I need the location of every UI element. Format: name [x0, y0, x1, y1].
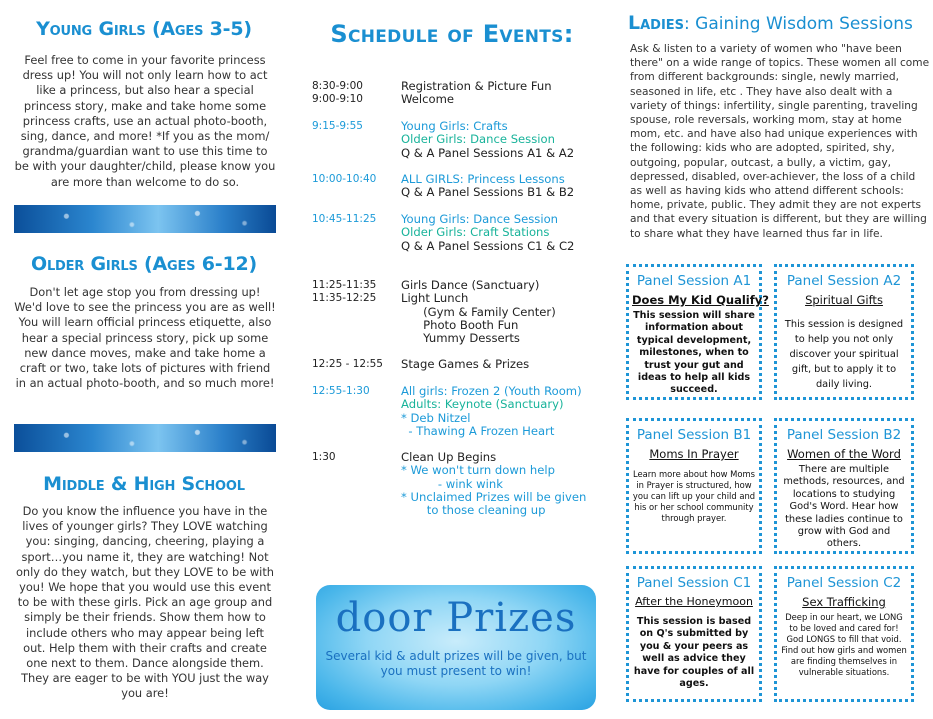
schedule-row: [312, 279, 602, 292]
schedule-row: [312, 93, 602, 106]
schedule-event: * Unclaimed Prizes will be given: [401, 489, 587, 504]
schedule-time: 1:30: [312, 451, 336, 463]
schedule-block: [312, 385, 602, 438]
schedule-row: [312, 319, 602, 332]
schedule-row: [312, 504, 602, 517]
schedule-row: [312, 226, 602, 239]
schedule-row: [312, 173, 602, 186]
schedule-row: [312, 147, 602, 160]
schedule-event: Photo Booth Fun: [401, 317, 519, 332]
schedule-event: Young Girls: Crafts: [401, 119, 508, 133]
young-girls-text: Feel free to come in your favorite princess dress up! You will not only learn how to act like a princess, but also hear a special princess story, make and take home some princess crafts, use an actual photo-booth, sing, dance, and more! *If you as the mom/ grandma/guardian want to use this time to be with your daughter/child, please know you are more than welcome to do so.: [14, 53, 276, 189]
schedule-block: [312, 80, 602, 107]
schedule-time: 10:00-10:40: [312, 173, 377, 185]
panel-subtitle: Sex Trafficking: [802, 595, 886, 609]
ladies-title-rest: : Gaining Wisdom Sessions: [684, 14, 913, 34]
schedule-row: [312, 80, 602, 93]
panel-subtitle: Women of the Word: [787, 447, 901, 461]
schedule-event: - Thawing A Frozen Heart: [401, 423, 555, 438]
schedule-time: 9:15-9:55: [312, 120, 363, 132]
panel-title: Panel Session A2: [786, 273, 902, 289]
schedule-row: [312, 186, 602, 199]
schedule-title: Schedule of Events:: [330, 20, 574, 48]
left-column: [0, 0, 288, 719]
schedule-row: [312, 464, 602, 477]
schedule-block: [312, 279, 602, 345]
schedule-row: [312, 491, 602, 504]
schedule-row: [312, 292, 602, 305]
schedule-row: [312, 412, 602, 425]
schedule-time: [312, 306, 401, 319]
panel-description: Deep in our heart, we LONG to be loved and cared for! God LONGS to fill that void. Find out how girls and women are finding themselves in vulnerable situations.: [781, 612, 907, 677]
panel-subtitle: Does My Kid Qualify?: [632, 293, 769, 307]
panel-subtitle: After the Honeymoon: [635, 595, 753, 608]
panel-session-a2: [774, 264, 914, 400]
schedule-event: Girls Dance (Sanctuary): [401, 278, 540, 292]
panel-session-c1: [626, 566, 762, 702]
schedule-event: Clean Up Begins: [401, 450, 497, 464]
schedule-event: Light Lunch: [401, 291, 469, 306]
schedule-event: Older Girls: Dance Session: [401, 132, 555, 147]
schedule-row: [312, 120, 602, 133]
schedule-row: [312, 478, 602, 491]
schedule-event: * Deb Nitzel: [401, 410, 471, 425]
schedule-event: to those cleaning up: [401, 503, 546, 518]
snowflake-banner: [14, 205, 276, 233]
middle-high-title: Middle & High School: [43, 473, 245, 495]
schedule-time: [312, 478, 401, 491]
panel-description: This session will share information about typical development, milestones, when to trust your gut and ideas to help all kids succeed.: [633, 310, 755, 396]
schedule-event: Q & A Panel Sessions B1 & B2: [401, 185, 575, 200]
schedule-row: [312, 358, 602, 371]
young-girls-title: Young Girls (Ages 3-5): [36, 18, 252, 40]
schedule-row: [312, 133, 602, 146]
panel-subtitle: Spiritual Gifts: [805, 293, 883, 307]
schedule-time: [312, 147, 401, 160]
schedule-event: Registration & Picture Fun: [401, 79, 552, 93]
panel-title: Panel Session B2: [786, 427, 902, 443]
middle-column: [302, 0, 602, 719]
panel-session-b2: [774, 418, 914, 554]
ladies-text: Ask & listen to a variety of women who "have been there" on a wide range of topics. These women all come from different backgrounds: single, newly married, seasoned in life, etc . They have also dealt with a variety of things: infertility, single parenting, traveling spouse, role reversals, working mom, stay at home mom, etc. and have also had unique experiences with the following: kids who are adopted, spirited, shy, outgoing, popular, outcast, a bully, a victim, gay, depressed, disabled, over-achiever, the loss of a child as well as having kids who attend different schools: home, private, public. They admit they are not experts and that every situation is different, but they are willing to share what they have learned thus far in life.: [630, 43, 930, 240]
schedule-event: Welcome: [401, 92, 455, 107]
schedule-event: - wink wink: [401, 476, 503, 491]
panel-title: Panel Session C2: [786, 575, 902, 591]
right-column: [612, 0, 933, 719]
schedule-time: [312, 240, 401, 253]
schedule-time: 10:45-11:25: [312, 213, 377, 225]
door-prizes-box: [316, 585, 596, 710]
schedule-row: [312, 451, 602, 464]
schedule-block: [312, 451, 602, 517]
panel-title: Panel Session A1: [636, 273, 752, 289]
schedule-time: [312, 332, 401, 345]
older-girls-text: Don't let age stop you from dressing up! We'd love to see the princess you are as well! You will learn official princess etiquette, also hear a special princess story, pick up some new dance moves, make and take home a craft or two, take lots of pictures with friend in an actual photo-booth, and so much more!: [14, 285, 276, 391]
schedule-time: [312, 412, 401, 425]
older-girls-title: Older Girls (Ages 6-12): [31, 253, 257, 275]
schedule-row: [312, 385, 602, 398]
schedule-time: [312, 319, 401, 332]
schedule-time: 12:55-1:30: [312, 385, 370, 397]
schedule-time: 8:30-9:00: [312, 80, 363, 92]
schedule-time: 12:25 - 12:55: [312, 358, 383, 370]
schedule-event: Older Girls: Craft Stations: [401, 225, 550, 240]
schedule-event: Adults: Keynote (Sanctuary): [401, 397, 564, 412]
schedule-block: [312, 213, 602, 253]
panel-description: This session is based on Q's submitted by you & your peers as well as advice they have for couples of all ages.: [633, 616, 755, 690]
door-prizes-text: Several kid & adult prizes will be given, but you must present to win!: [325, 649, 587, 678]
schedule-event: ALL GIRLS: Princess Lessons: [401, 172, 565, 186]
schedule-time: [312, 226, 401, 239]
schedule-event: Q & A Panel Sessions A1 & A2: [401, 145, 575, 160]
schedule-event: Stage Games & Prizes: [401, 357, 530, 371]
panel-session-a1: [626, 264, 769, 400]
panel-description: This session is designed to help you not only discover your spiritual gift, but to apply it to daily living.: [784, 319, 904, 390]
schedule-block: [312, 173, 602, 200]
schedule-row: [312, 425, 602, 438]
middle-high-text: Do you know the influence you have in the lives of younger girls? They LOVE watching you: singing, dancing, cheering, playing a sport…you name it, they are watching! Not only do they watch, but they LOVE to be with you! We hope that you would use this event to be with these girls. Pick an age group and simply be their friends. Show them how to include others who may appear being left out. Help them with their crafts and create one next to them. Dance alongside them. They are eager to be with YOU just the way you are!: [15, 504, 275, 701]
panel-subtitle: Moms In Prayer: [649, 447, 739, 461]
panel-title: Panel Session C1: [636, 575, 752, 591]
panel-title: Panel Session B1: [636, 427, 752, 443]
schedule-time: [312, 464, 401, 477]
door-prizes-title: door Prizes: [335, 595, 577, 641]
schedule-time: 11:35-12:25: [312, 292, 377, 305]
ladies-title-caps: Ladies: [628, 12, 685, 34]
schedule-time: 11:25-11:35: [312, 279, 377, 291]
schedule-row: [312, 398, 602, 411]
ladies-title: [628, 12, 913, 34]
snowflake-banner: [14, 424, 276, 452]
schedule-row: [312, 240, 602, 253]
schedule-time: [312, 186, 401, 199]
schedule-time: [312, 133, 401, 146]
schedule-row: [312, 306, 602, 319]
schedule-event: All girls: Frozen 2 (Youth Room): [401, 384, 582, 398]
schedule-block: [312, 120, 602, 160]
panel-session-c2: [774, 566, 914, 702]
schedule-event: * We won't turn down help: [401, 463, 555, 478]
schedule-time: [312, 398, 401, 411]
schedule-row: [312, 213, 602, 226]
panel-description: Learn more about how Moms in Prayer is structured, how you can lift up your child and his or her school community through prayer.: [632, 469, 756, 523]
schedule-time: 9:00-9:10: [312, 93, 363, 106]
panel-description: There are multiple methods, resources, and locations to studying God's Word. Hear how these ladies continue to grow with God and others.: [783, 464, 905, 550]
schedule-time: [312, 504, 401, 517]
panel-session-b1: [626, 418, 762, 554]
schedule-event: Yummy Desserts: [401, 331, 520, 346]
schedule-time: [312, 425, 401, 438]
schedule-event: Young Girls: Dance Session: [401, 212, 559, 226]
schedule-event: Q & A Panel Sessions C1 & C2: [401, 238, 575, 253]
schedule-block: [312, 358, 602, 371]
schedule-row: [312, 332, 602, 345]
schedule-event: (Gym & Family Center): [401, 304, 556, 319]
schedule-time: [312, 491, 401, 504]
